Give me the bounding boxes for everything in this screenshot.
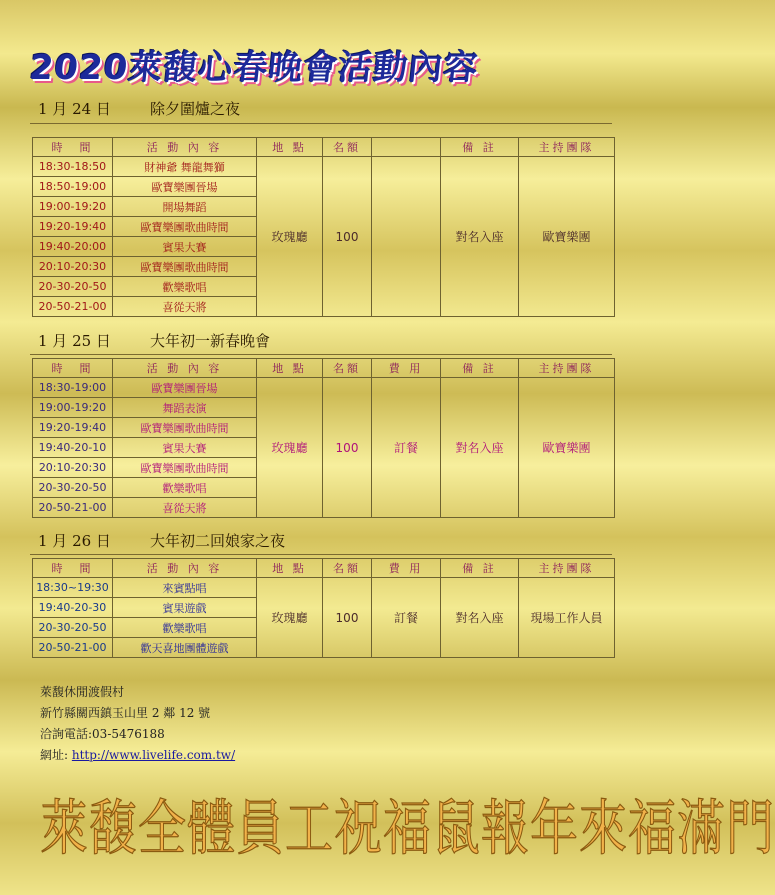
note-cell: 對名入座 bbox=[441, 578, 519, 658]
row-time: 19:20-19:40 bbox=[33, 418, 113, 438]
header-activity: 活 動 內 容 bbox=[113, 559, 257, 578]
row-activity: 歐寶樂團歌曲時間 bbox=[113, 458, 257, 478]
row-activity: 歡樂歌唱 bbox=[113, 618, 257, 638]
header-time: 時 間 bbox=[33, 559, 113, 578]
row-time: 19:40-20-30 bbox=[33, 598, 113, 618]
row-activity: 喜從天將 bbox=[113, 297, 257, 317]
table-header-row bbox=[33, 559, 615, 578]
location-cell: 玫瑰廳 bbox=[257, 157, 323, 317]
divider bbox=[30, 554, 612, 555]
row-activity: 歐寶樂團晉場 bbox=[113, 378, 257, 398]
row-activity: 歡樂歌唱 bbox=[113, 277, 257, 297]
location-cell: 玫瑰廳 bbox=[257, 578, 323, 658]
day-heading-3 bbox=[38, 530, 285, 551]
header-host: 主持團隊 bbox=[519, 359, 615, 378]
fee-cell: 訂餐 bbox=[372, 578, 441, 658]
resort-name: 萊馥休閒渡假村 bbox=[40, 685, 125, 699]
header-note: 備 註 bbox=[441, 359, 519, 378]
day-date: 1 月 25 日 bbox=[38, 332, 111, 350]
header-quota: 名額 bbox=[323, 359, 372, 378]
header-time: 時 間 bbox=[33, 138, 113, 157]
phone: 洽詢電話:03-5476188 bbox=[40, 727, 165, 741]
row-time: 20-50-21-00 bbox=[33, 498, 113, 518]
row-activity: 賓果大賽 bbox=[113, 237, 257, 257]
contact-info bbox=[40, 682, 235, 766]
header-location: 地 點 bbox=[257, 359, 323, 378]
row-activity: 舞蹈表演 bbox=[113, 398, 257, 418]
row-time: 20-30-20-50 bbox=[33, 478, 113, 498]
row-activity: 賓果遊戲 bbox=[113, 598, 257, 618]
table-row bbox=[33, 378, 615, 398]
note-cell: 對名入座 bbox=[441, 378, 519, 518]
row-time: 19:00-19:20 bbox=[33, 197, 113, 217]
row-time: 18:30~19:30 bbox=[33, 578, 113, 598]
fee-cell: 訂餐 bbox=[372, 378, 441, 518]
website-line bbox=[40, 745, 235, 766]
website-link[interactable]: http://www.livelife.com.tw/ bbox=[71, 748, 236, 762]
header-location: 地 點 bbox=[257, 559, 323, 578]
website-label: 網址: bbox=[40, 748, 72, 762]
header-note: 備 註 bbox=[441, 138, 519, 157]
page-title: 2020萊馥心春晚會活動內容 bbox=[27, 48, 481, 88]
day-date: 1 月 24 日 bbox=[38, 100, 111, 118]
row-activity: 歐寶樂團歌曲時間 bbox=[113, 257, 257, 277]
row-activity: 來賓點唱 bbox=[113, 578, 257, 598]
note-cell: 對名入座 bbox=[441, 157, 519, 317]
row-time: 20:10-20:30 bbox=[33, 257, 113, 277]
day-heading-1 bbox=[38, 98, 240, 119]
quota-cell: 100 bbox=[323, 157, 372, 317]
row-time: 19:00-19:20 bbox=[33, 398, 113, 418]
host-cell: 現場工作人員 bbox=[519, 578, 615, 658]
header-fee: 費 用 bbox=[372, 359, 441, 378]
row-time: 20-50-21-00 bbox=[33, 638, 113, 658]
header-activity: 活 動 內 容 bbox=[113, 138, 257, 157]
header-host: 主持團隊 bbox=[519, 138, 615, 157]
row-activity: 喜從天將 bbox=[113, 498, 257, 518]
divider bbox=[30, 354, 612, 355]
row-activity: 歐寶樂團歌曲時間 bbox=[113, 217, 257, 237]
table-row bbox=[33, 578, 615, 598]
header-time: 時 間 bbox=[33, 359, 113, 378]
row-time: 19:40-20-10 bbox=[33, 438, 113, 458]
row-activity: 開場舞蹈 bbox=[113, 197, 257, 217]
schedule-table-3 bbox=[32, 558, 615, 658]
host-cell: 歐寶樂團 bbox=[519, 157, 615, 317]
row-activity: 賓果大賽 bbox=[113, 438, 257, 458]
row-activity: 歐寶樂團晉場 bbox=[113, 177, 257, 197]
divider bbox=[30, 123, 612, 124]
day-theme: 除夕圍爐之夜 bbox=[150, 100, 241, 118]
table-header-row bbox=[33, 359, 615, 378]
day-date: 1 月 26 日 bbox=[38, 532, 111, 550]
header-location: 地 點 bbox=[257, 138, 323, 157]
quota-cell: 100 bbox=[323, 578, 372, 658]
day-theme: 大年初二回娘家之夜 bbox=[150, 532, 286, 550]
row-time: 18:30-18:50 bbox=[33, 157, 113, 177]
row-time: 18:30-19:00 bbox=[33, 378, 113, 398]
row-time: 19:40-20:00 bbox=[33, 237, 113, 257]
row-activity: 歐寶樂團歌曲時間 bbox=[113, 418, 257, 438]
header-note: 備 註 bbox=[441, 559, 519, 578]
header-fee: 費 用 bbox=[372, 559, 441, 578]
row-activity: 歡樂歌唱 bbox=[113, 478, 257, 498]
table-row bbox=[33, 157, 615, 177]
schedule-table-2 bbox=[32, 358, 615, 518]
schedule-table-1 bbox=[32, 137, 615, 317]
row-activity: 財神爺 舞龍舞獅 bbox=[113, 157, 257, 177]
table-header-row bbox=[33, 138, 615, 157]
header-host: 主持團隊 bbox=[519, 559, 615, 578]
day-heading-2 bbox=[38, 330, 270, 351]
row-time: 20-30-20-50 bbox=[33, 277, 113, 297]
row-time: 20:10-20:30 bbox=[33, 458, 113, 478]
row-time: 19:20-19:40 bbox=[33, 217, 113, 237]
greeting-slogan: 萊馥全體員工祝福鼠報年來福滿門 bbox=[40, 793, 775, 864]
header-activity: 活 動 內 容 bbox=[113, 359, 257, 378]
fee-cell bbox=[372, 157, 441, 317]
quota-cell: 100 bbox=[323, 378, 372, 518]
header-quota: 名額 bbox=[323, 138, 372, 157]
host-cell: 歐寶樂團 bbox=[519, 378, 615, 518]
header-fee bbox=[372, 138, 441, 157]
row-time: 20-30-20-50 bbox=[33, 618, 113, 638]
address: 新竹縣關西鎮玉山里 2 鄰 12 號 bbox=[40, 706, 211, 720]
row-time: 20-50-21-00 bbox=[33, 297, 113, 317]
header-quota: 名額 bbox=[323, 559, 372, 578]
location-cell: 玫瑰廳 bbox=[257, 378, 323, 518]
row-activity: 歡天喜地團體遊戲 bbox=[113, 638, 257, 658]
day-theme: 大年初一新春晚會 bbox=[150, 332, 271, 350]
row-time: 18:50-19:00 bbox=[33, 177, 113, 197]
